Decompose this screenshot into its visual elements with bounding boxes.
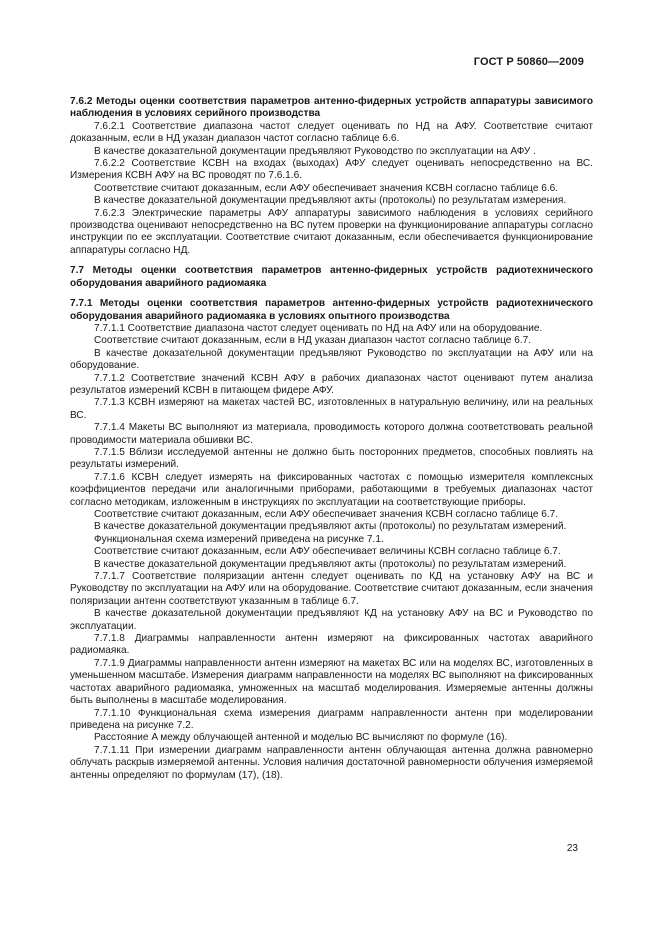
paragraph: 7.7.1.2 Соответствие значений КСВН АФУ в рабочих диапазонах частот оценивают путем анализа результатов измерений КСВН в питающем фидере АФУ. [70,372,593,396]
page-number: 23 [566,843,578,854]
paragraph: 7.7.1.10 Функциональная схема измерения диаграмм направленности антенн при моделировании приведена на рисунке 7.2. [70,707,593,731]
paragraph: 7.7.1.6 КСВН следует измерять на фиксированных частотах с помощью измерителя комплексных коэффициентов передачи или аналогичными приборами, работающими в требуемых диапазонах частот согласно методикам, изложенным в инструкциях по эксплуатации на соответствующие приборы. [70,471,593,508]
paragraph: 7.6.2.3 Электрические параметры АФУ аппаратуры зависимого наблюдения в условиях серийного производства оценивают непосредственно на ВС путем проверки на функционирование аппаратуры согласно инструкции по ее эксплуатации. Соответствие считают доказанным, если обеспечивается функционирование аппаратуры согласно НД. [70,207,593,256]
paragraph: 7.7.1.5 Вблизи исследуемой антенны не должно быть посторонних предметов, способных повлиять на результаты измерений. [70,446,593,471]
standard-header: ГОСТ Р 50860—2009 [473,56,584,68]
paragraph-heading-7-7: 7.7 Методы оценки соответствия параметров антенно-фидерных устройств радиотехнического оборудования аварийного радиомаяка [70,265,593,289]
paragraph: 7.6.2.1 Соответствие диапазона частот следует оценивать по НД на АФУ. Соответствие считают доказанным, если в НД указан диапазон частот согласно таблице 6.6. [70,120,593,145]
paragraph: 7.7.1.7 Соответствие поляризации антенн следует оценивать по КД на установку АФУ на ВС и Руководству по эксплуатации на АФУ или на оборудование. Соответствие считают доказанным, если значения поляризации антенн соответствуют указанным в таблице 6.7. [70,571,593,607]
paragraph: 7.7.1.1 Соответствие диапазона частот следует оценивать по НД на АФУ или на оборудование. [94,322,543,334]
paragraph: 7.7.1.11 При измерении диаграмм направленности антенн облучающая антенна должна равномерно облучать раскрыв измеряемой антенны. Условия наличия достаточной равномерности облучения измеряемой антенны определяют по формулам (17), (18). [70,744,593,781]
paragraph: В качестве доказательной документации предъявляют КД на установку АФУ на ВС и Руководство по эксплуатации. [70,608,593,632]
paragraph: Соответствие считают доказанным, если в НД указан диапазон частот согласно таблице 6.7. [94,335,532,347]
paragraph: Соответствие считают доказанным, если АФУ обеспечивает значения КСВН согласно таблице 6.7. [94,509,559,520]
paragraph: 7.7.1.4 Макеты ВС выполняют из материала, проводимость которого должна соответствовать реальной проводимости материала обшивки ВС. [70,422,593,446]
paragraph-heading-7-7-1: 7.7.1 Методы оценки соответствия параметров антенно-фидерных устройств радиотехнического оборудования аварийного радиомаяка в условиях опытного производства [70,298,593,322]
paragraph: Расстояние A между облучающей антенной и моделью ВС вычисляют по формуле (16). [94,732,508,744]
paragraph: 7.6.2.2 Соответствие КСВН на входах (выходах) АФУ следует оценивать непосредственно на ВС. Измерения КСВН АФУ на ВС проводят по 7.6.1.6. [70,158,593,182]
paragraph: В качестве доказательной документации предъявляют Руководство по эксплуатации на АФУ или на оборудование. [70,347,593,372]
document-body [70,96,593,782]
paragraph: В качестве доказательной документации предъявляют акты (протоколы) по результатам измерений. [94,558,567,570]
paragraph: В качестве доказательной документации предъявляют Руководство по эксплуатации на АФУ . [94,145,536,157]
paragraph: В качестве доказательной документации предъявляют акты (протоколы) по результатам измерений. [94,521,567,533]
paragraph: Соответствие считают доказанным, если АФУ обеспечивает значения КСВН согласно таблице 6.6. [94,182,559,194]
paragraph-heading-7-6-2: 7.6.2 Методы оценки соответствия параметров антенно-фидерных устройств аппаратуры зависимого наблюдения в условиях серийного производства [70,96,593,120]
paragraph: Функциональная схема измерений приведена на рисунке 7.1. [94,533,384,545]
paragraph: В качестве доказательной документации предъявляют акты (протоколы) по результатам измерения. [94,195,567,207]
paragraph: 7.7.1.9 Диаграммы направленности антенн измеряют на макетах ВС или на моделях ВС, изготовленных в уменьшенном масштабе. Измерения диаграмм направленности на моделях ВС выполняют на фиксированных частотах аварийного радиомаяка, умноженных на масштаб моделирования. Измеряемые антенны должны быть выполнены в масштабе моделирования. [70,657,593,707]
paragraph: 7.7.1.3 КСВН измеряют на макетах частей ВС, изготовленных в натуральную величину, или на реальных ВС. [70,397,593,421]
paragraph: 7.7.1.8 Диаграммы направленности антенн измеряют на фиксированных частотах аварийного радиомаяка. [70,633,593,657]
paragraph: Соответствие считают доказанным, если АФУ обеспечивает величины КСВН согласно таблице 6.7. [94,546,561,558]
